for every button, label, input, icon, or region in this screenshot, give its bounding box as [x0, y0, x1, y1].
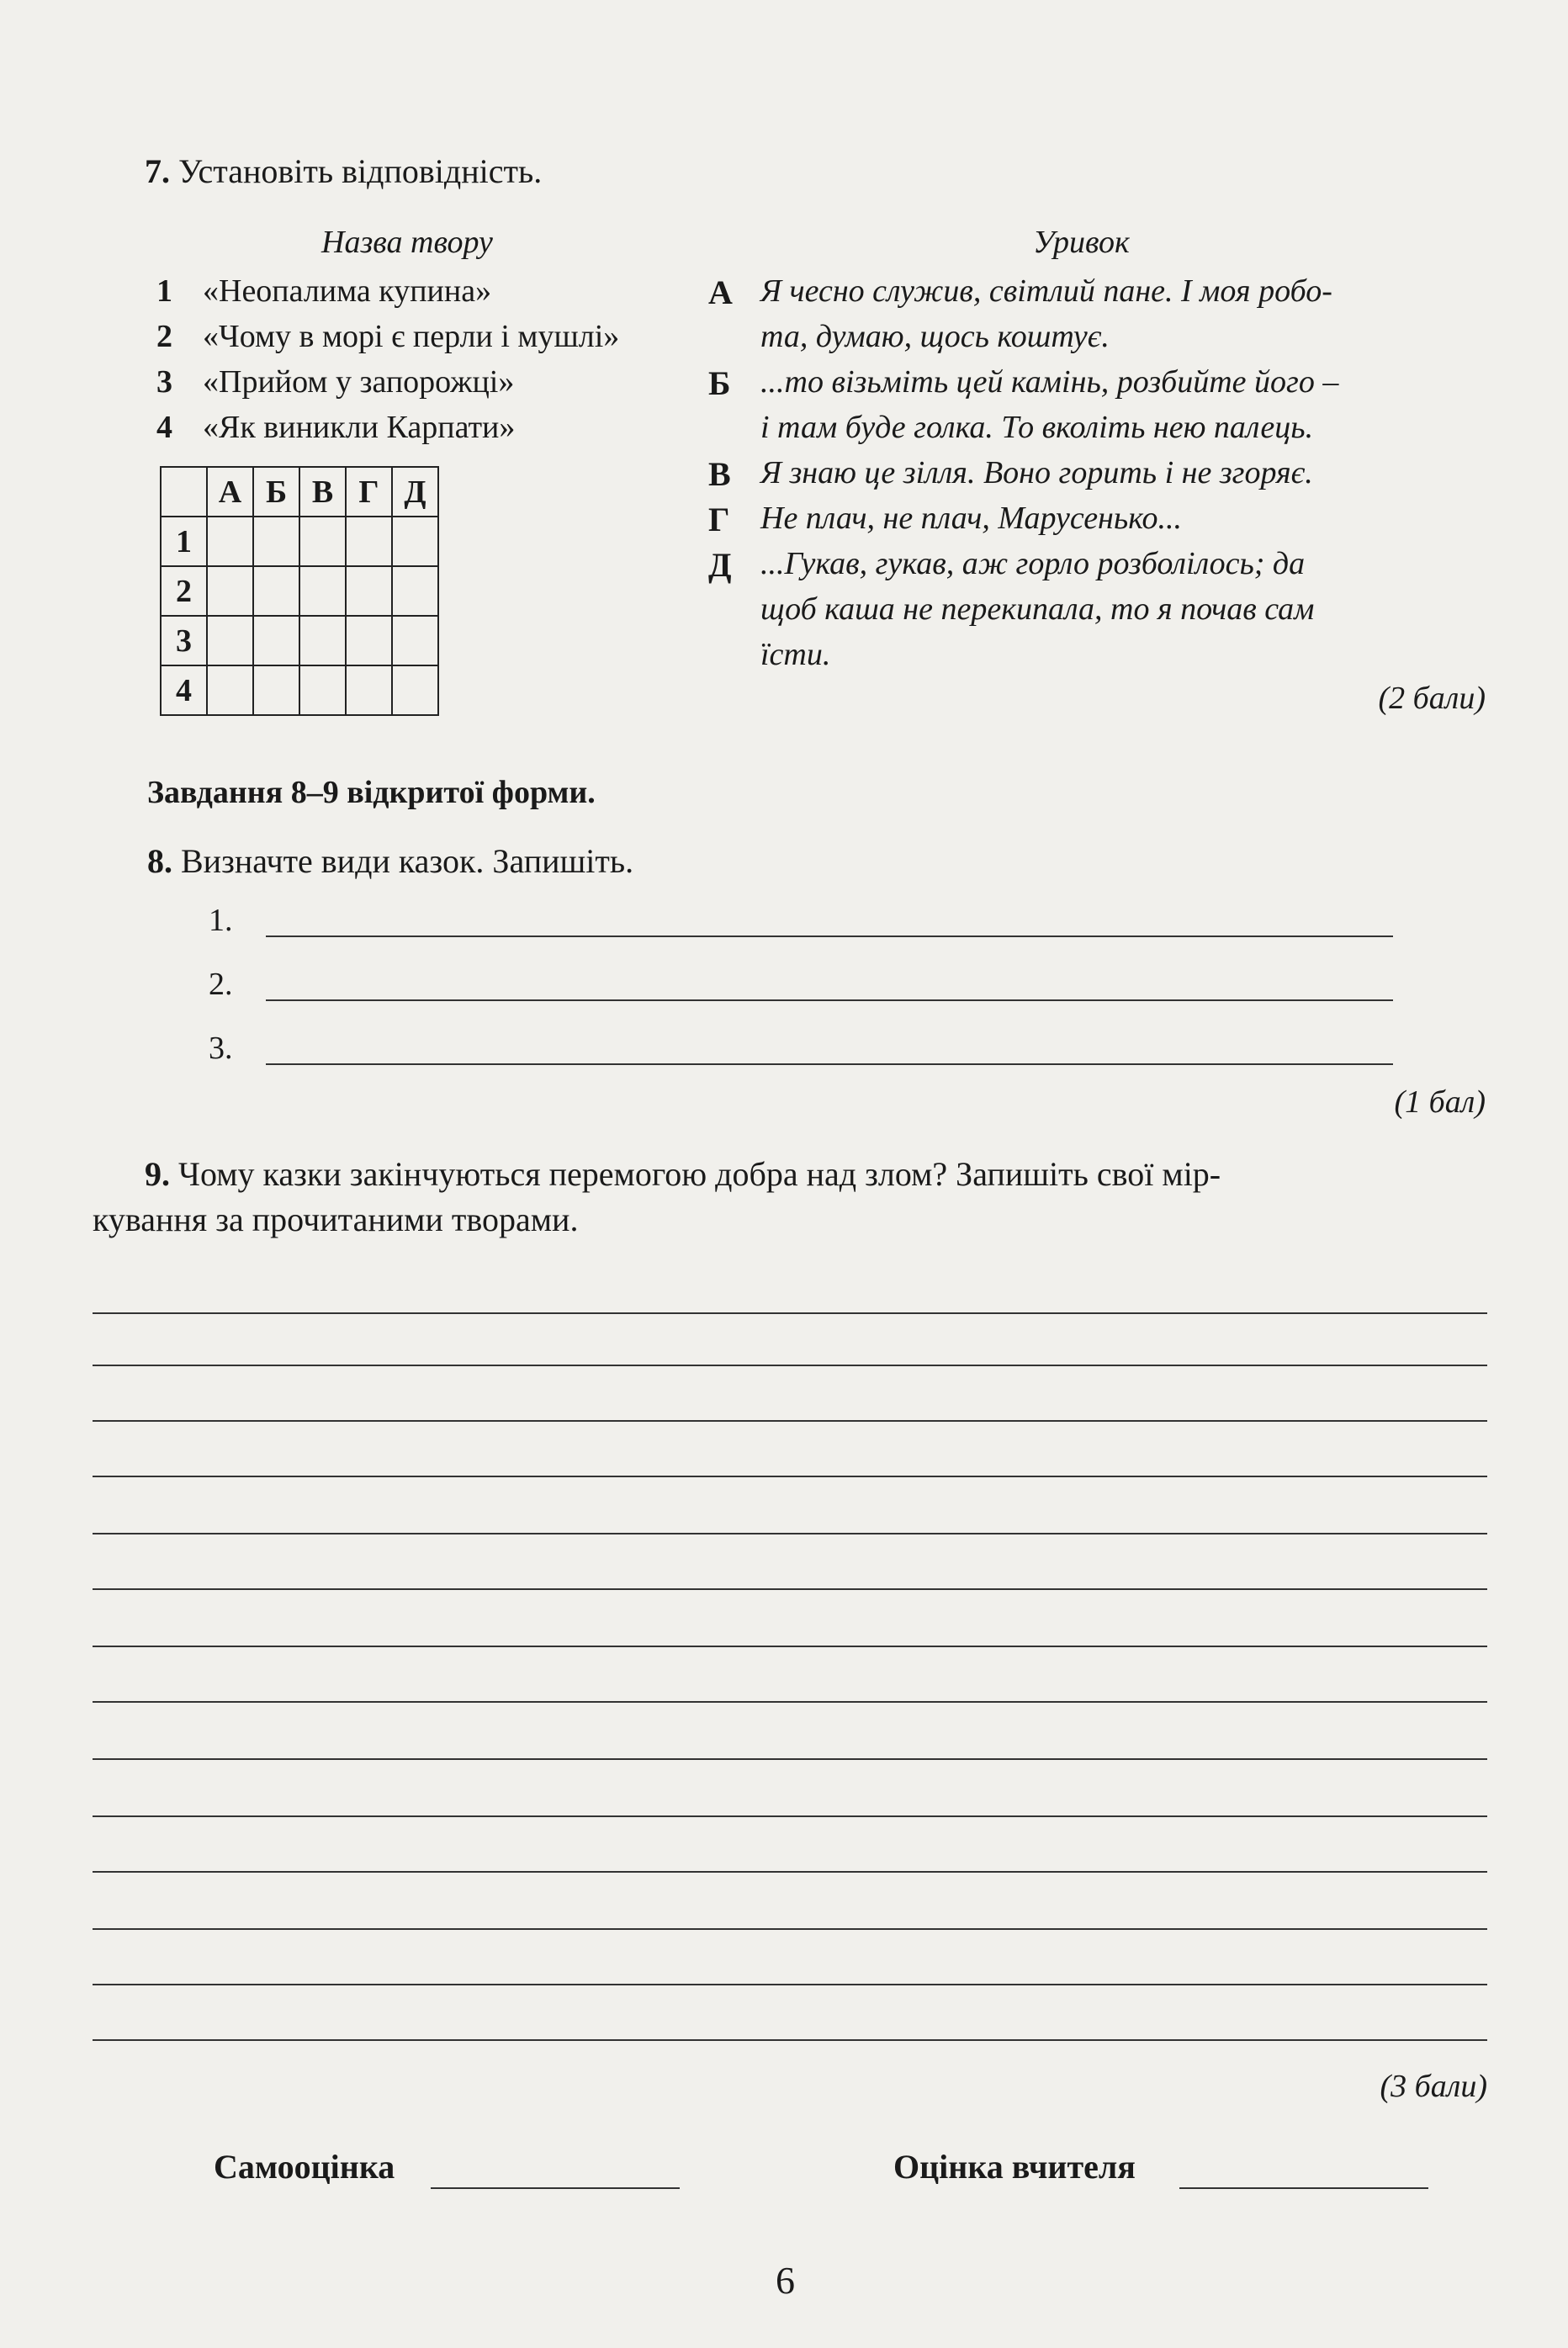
grid-cell[interactable] [253, 665, 299, 715]
q9-title-line1: Чому казки закінчуються перемогою добра над злом? Запишіть свої мір- [178, 1155, 1221, 1193]
q9-answer-line[interactable] [93, 1365, 1487, 1366]
grid-cell[interactable] [207, 517, 253, 566]
q7-work-3: 3 «Прийом у запорожці» [156, 364, 515, 400]
page-number: 6 [776, 2259, 795, 2302]
q7-excerpt-letter-v: В [708, 455, 731, 493]
q7-work-4: 4 «Як виникли Карпати» [156, 410, 516, 445]
grid-row-label-3: 3 [161, 616, 207, 665]
teacher-grade-label: Оцінка вчителя [893, 2148, 1136, 2186]
q7-excerpt-letter-b: Б [708, 364, 731, 402]
grid-cell[interactable] [299, 616, 346, 665]
grid-cell[interactable] [392, 517, 438, 566]
q8-answer-2-num: 2. [209, 967, 233, 1002]
grid-cell[interactable] [299, 665, 346, 715]
grid-cell[interactable] [207, 665, 253, 715]
q7-heading [145, 151, 542, 191]
q8-heading [147, 841, 633, 881]
grid-cell[interactable] [253, 517, 299, 566]
q8-title: Визначте види казок. Запишіть. [181, 842, 634, 880]
q9-number: 9. [145, 1155, 170, 1193]
teacher-grade-line[interactable] [1179, 2187, 1428, 2189]
q9-answer-line[interactable] [93, 1701, 1487, 1703]
q8-answer-3-line[interactable] [266, 1063, 1393, 1065]
grid-cell[interactable] [253, 616, 299, 665]
q9-answer-line[interactable] [93, 1984, 1487, 1985]
q7-title: Установіть відповідність. [178, 152, 543, 190]
q7-excerpt-b-line2: і там буде голка. То вколіть нею палець. [760, 410, 1314, 445]
grid-header-h: Г [346, 467, 392, 517]
grid-corner [161, 467, 207, 517]
grid-header-v: В [299, 467, 346, 517]
q7-excerpt-d-line3: їсти. [760, 637, 831, 672]
self-assessment-line[interactable] [431, 2187, 680, 2189]
q7-excerpt-v-line1: Я знаю це зілля. Воно горить і не згоряє. [760, 455, 1313, 490]
q9-answer-line[interactable] [93, 1420, 1487, 1422]
grid-row-label-4: 4 [161, 665, 207, 715]
q7-col-excerpts-header: Уривок [1033, 225, 1130, 260]
q9-answer-line[interactable] [93, 1533, 1487, 1534]
self-assessment-label: Самооцінка [214, 2148, 395, 2186]
q7-excerpt-letter-d: Д [708, 546, 732, 584]
q7-excerpt-h-line1: Не плач, не плач, Марусенько... [760, 501, 1183, 536]
section-open-form-heading: Завдання 8–9 відкритої форми. [147, 775, 596, 810]
grid-cell[interactable] [299, 566, 346, 616]
grid-row-label-2: 2 [161, 566, 207, 616]
q9-answer-line[interactable] [93, 1476, 1487, 1477]
q9-answer-line[interactable] [93, 1312, 1487, 1314]
grid-cell[interactable] [346, 616, 392, 665]
q7-points: (2 бали) [1378, 681, 1486, 716]
grid-row-label-1: 1 [161, 517, 207, 566]
q9-points: (3 бали) [1380, 2069, 1487, 2104]
q8-number: 8. [147, 842, 172, 880]
grid-cell[interactable] [299, 517, 346, 566]
q7-excerpt-d-line1: ...Гукав, гукав, аж горло розболілось; да [760, 546, 1306, 581]
q8-answer-3-num: 3. [209, 1031, 233, 1066]
q9-answer-line[interactable] [93, 1815, 1487, 1817]
q7-excerpt-a-line2: та, думаю, щось коштує. [760, 319, 1110, 354]
q9-answer-line[interactable] [93, 1928, 1487, 1930]
q7-excerpt-b-line1: ...то візьміть цей камінь, розбийте його – [760, 364, 1339, 400]
grid-cell[interactable] [253, 566, 299, 616]
grid-header-d: Д [392, 467, 438, 517]
q9-answer-line[interactable] [93, 1588, 1487, 1590]
q7-answer-grid [160, 466, 439, 716]
grid-header-b: Б [253, 467, 299, 517]
grid-cell[interactable] [207, 616, 253, 665]
grid-cell[interactable] [207, 566, 253, 616]
grid-cell[interactable] [346, 665, 392, 715]
grid-cell[interactable] [346, 517, 392, 566]
q8-answer-1-line[interactable] [266, 935, 1393, 937]
grid-cell[interactable] [392, 566, 438, 616]
q9-answer-line[interactable] [93, 1758, 1487, 1760]
q8-points: (1 бал) [1394, 1084, 1486, 1120]
q9-answer-line[interactable] [93, 2039, 1487, 2041]
q8-answer-2-line[interactable] [266, 999, 1393, 1001]
q7-col-works-header: Назва твору [321, 225, 493, 260]
q9-answer-line[interactable] [93, 1646, 1487, 1647]
q7-excerpt-a-line1: Я чесно служив, світлий пане. І моя робо- [760, 273, 1332, 309]
q7-excerpt-letter-h: Г [708, 501, 730, 538]
q9-heading [145, 1154, 1221, 1194]
q7-excerpt-d-line2: щоб каша не перекипала, то я почав сам [760, 591, 1315, 627]
q7-number: 7. [145, 152, 170, 190]
grid-cell[interactable] [392, 616, 438, 665]
q7-work-1: 1 «Неопалима купина» [156, 273, 492, 309]
q9-answer-line[interactable] [93, 1871, 1487, 1873]
grid-cell[interactable] [392, 665, 438, 715]
q7-excerpt-letter-a: А [708, 273, 733, 311]
q8-answer-1-num: 1. [209, 903, 233, 938]
grid-cell[interactable] [346, 566, 392, 616]
grid-header-a: А [207, 467, 253, 517]
q9-title-line2: кування за прочитаними творами. [93, 1201, 579, 1238]
q7-work-2: 2 «Чому в морі є перли і мушлі» [156, 319, 620, 354]
